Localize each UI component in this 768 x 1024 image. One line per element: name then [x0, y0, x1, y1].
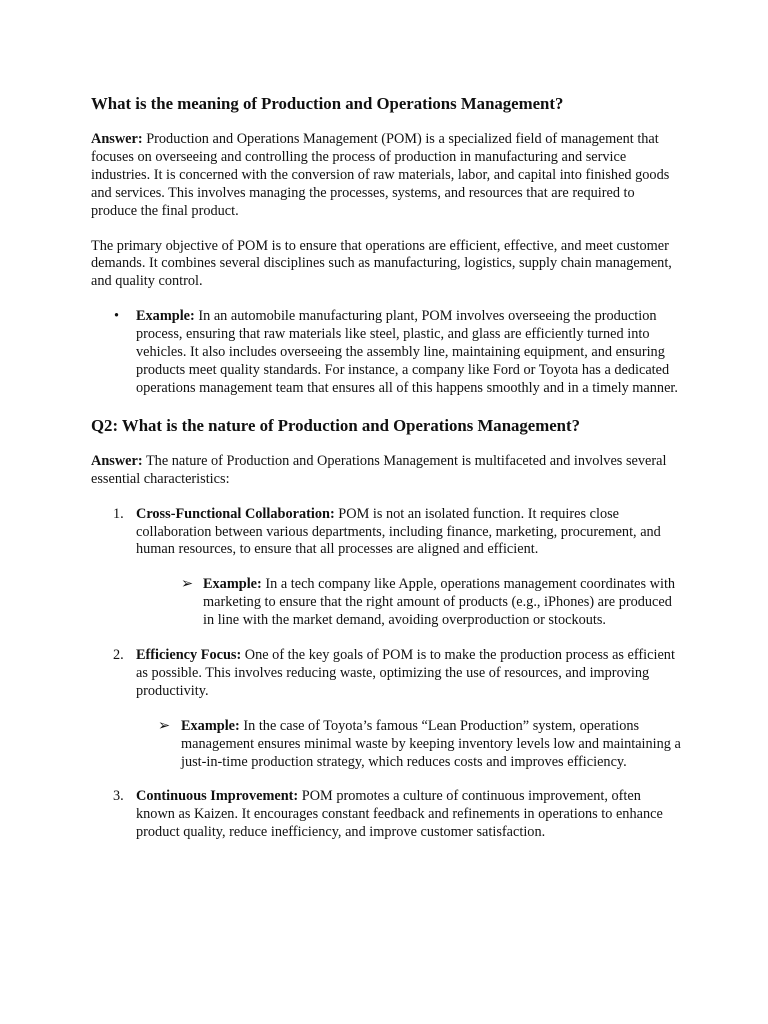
list-number: 2.	[113, 647, 124, 664]
q1-objective-paragraph: The primary objective of POM is to ensure that operations are efficient, effective, and meet customer demands. It combines several disciplines such as manufacturing, logistics, supply chain management, and quality control.	[91, 237, 672, 290]
q1-answer-label: Answer:	[91, 131, 143, 147]
q1-example-text: In an automobile manufacturing plant, POM involves overseeing the production process, ensuring that raw materials like steel, plastic, and glass are efficiently turned into vehicles. It also includes overseeing the assembly line, maintaining equipment, and ensuring products meet quality standards. For instance, a company like Ford or Toyota has a dedicated operations management team that ensures all of this happens smoothly and in a timely manner.	[136, 308, 678, 396]
q1-example-bullet-item	[91, 308, 683, 398]
arrow-bullet-icon: ➢	[181, 576, 193, 593]
q1-answer-text: Production and Operations Management (POM) is a specialized field of management that focuses on overseeing and controlling the process of production in manufacturing and service industries. It is concerned with the conversion of raw materials, labor, and capital into finished goods and services. This involves managing the processes, systems, and resources that are required to produce the final product.	[91, 131, 670, 219]
q2-answer-label: Answer:	[91, 452, 143, 469]
item-3-label: Continuous Improvement:	[136, 788, 299, 805]
q2-list-item-3	[91, 788, 683, 842]
q2-answer-text: The nature of Production and Operations Management is multifaceted and involves several essential characteristics:	[91, 452, 667, 487]
q2-heading: Q2: What is the nature of Production and Operations Management?	[91, 415, 580, 435]
list-number: 3.	[113, 788, 124, 805]
q1-heading: What is the meaning of Production and Operations Management?	[91, 94, 564, 113]
item-2-text: One of the key goals of POM is to make the production process as efficient as possible. This involves reducing waste, optimizing the use of resources, and improving productivity.	[136, 647, 675, 699]
item-2-example-label: Example:	[181, 717, 240, 734]
item-3-text: POM promotes a culture of continuous improvement, often known as Kaizen. It encourages constant feedback and refinements in operations to enhance product quality, reduce inefficiency, and improve customer satisfaction.	[136, 788, 663, 841]
item-2-example	[91, 718, 683, 772]
list-number: 1.	[113, 505, 124, 522]
q1-answer-paragraph	[91, 131, 683, 221]
document-content	[91, 93, 683, 842]
item-1-text: POM is not an isolated function. It requires close collaboration between various departments, including finance, marketing, procurement, and human resources, to ensure that all processes are aligned and efficient.	[136, 505, 661, 558]
item-1-example	[91, 576, 683, 630]
q1-example-label: Example:	[136, 308, 195, 325]
item-1-label: Cross-Functional Collaboration:	[136, 505, 335, 522]
item-2-example-text: In the case of Toyota’s famous “Lean Production” system, operations management ensures minimal waste by keeping inventory levels low and maintaining a just-in-time production strategy, which reduces costs and improves efficiency.	[181, 717, 681, 770]
q2-list-item-2	[91, 647, 683, 701]
item-2-label: Efficiency Focus:	[136, 647, 242, 664]
item-1-example-text: In a tech company like Apple, operations management coordinates with marketing to ensure that the right amount of products (e.g., iPhones) are produced in line with the market demand, avoiding overproduction or stockouts.	[203, 576, 676, 629]
q2-answer-paragraph	[91, 453, 683, 489]
item-1-example-label: Example:	[203, 576, 262, 593]
bullet-marker: •	[114, 308, 120, 325]
q2-list-item-1	[91, 506, 683, 560]
arrow-bullet-icon: ➢	[158, 717, 170, 734]
